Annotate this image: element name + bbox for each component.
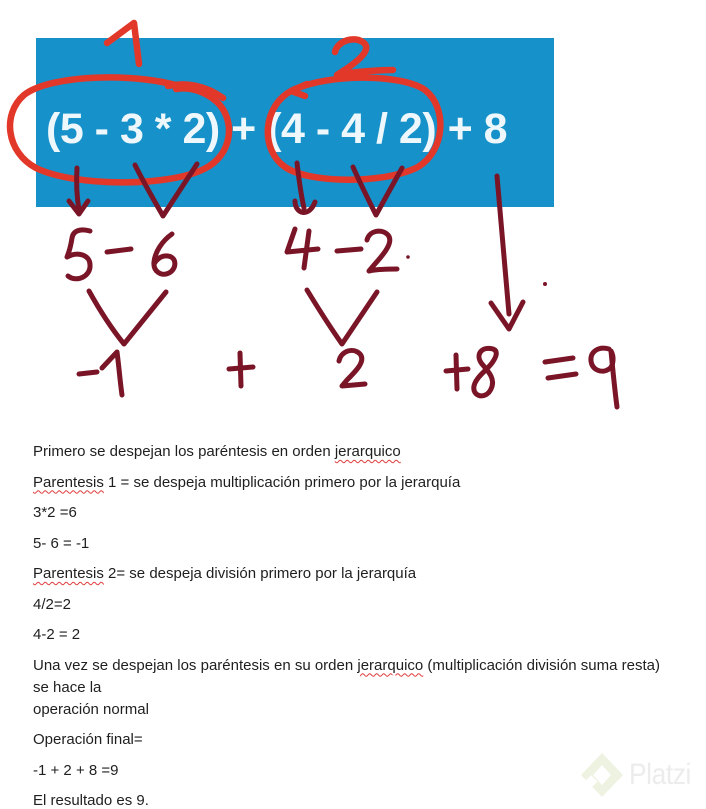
platzi-logo-icon xyxy=(580,752,624,798)
misspelled-word: jerarquico xyxy=(357,656,424,674)
text-segment: 4-2 = 2 xyxy=(33,626,81,643)
handwritten-minus1-final xyxy=(79,352,122,395)
text-segment: El resultado es 9. xyxy=(33,792,149,809)
misspelled-word: Parentesis xyxy=(33,565,104,582)
text-segment: operación normal xyxy=(33,700,149,718)
platzi-watermark xyxy=(580,752,699,798)
paragraph xyxy=(33,699,678,721)
text-segment: 5- 6 = -1 xyxy=(33,534,90,552)
handwritten-minus-first xyxy=(107,249,131,252)
paragraph xyxy=(33,502,678,524)
handwritten-plus8-final xyxy=(446,348,496,395)
arrow-v-to-minus1 xyxy=(89,291,166,344)
text-segment: 4/2=2 xyxy=(33,595,71,613)
arrow-v-to-2 xyxy=(307,290,377,344)
text-segment: (multiplicación división suma resta) se hace la xyxy=(33,656,660,696)
paragraph xyxy=(33,624,678,646)
text-segment: Una vez se despejan los paréntesis en su orden xyxy=(33,656,358,674)
text-segment: Primero se despejan los paréntesis en orden xyxy=(33,443,335,460)
paragraph xyxy=(33,655,678,699)
paragraph xyxy=(33,533,678,555)
text-segment: -1 + 2 + 8 =9 xyxy=(33,761,119,779)
misspelled-word: Parentesis xyxy=(33,473,104,491)
paragraph xyxy=(33,594,678,616)
handwritten-minus-second xyxy=(337,249,361,251)
math-expression: (5 - 3 * 2) + (4 - 4 / 2) + 8 xyxy=(46,105,508,153)
text-segment: 2= se despeja división primero por la jerarquía xyxy=(103,565,417,582)
handwritten-4 xyxy=(287,229,318,268)
handwritten-plus-final xyxy=(229,353,253,386)
text-segment: Operación final= xyxy=(33,731,143,748)
handwritten-6 xyxy=(154,234,175,274)
paragraph xyxy=(33,441,678,463)
text-segment: 3*2 =6 xyxy=(33,504,77,521)
handwritten-equals9-final xyxy=(545,348,617,407)
paragraph xyxy=(33,563,678,585)
handwritten-5 xyxy=(67,230,90,279)
text-segment: 1 = se despeja multiplicación primero por la jerarquía xyxy=(103,473,461,491)
paragraph xyxy=(33,472,678,494)
paragraph xyxy=(33,729,678,751)
expression-banner xyxy=(36,38,554,207)
misspelled-word: jerarquico xyxy=(334,443,401,460)
platzi-wordmark: Platzi xyxy=(629,758,691,791)
handwritten-2-final xyxy=(339,350,365,386)
handwritten-2-middle xyxy=(367,231,410,271)
